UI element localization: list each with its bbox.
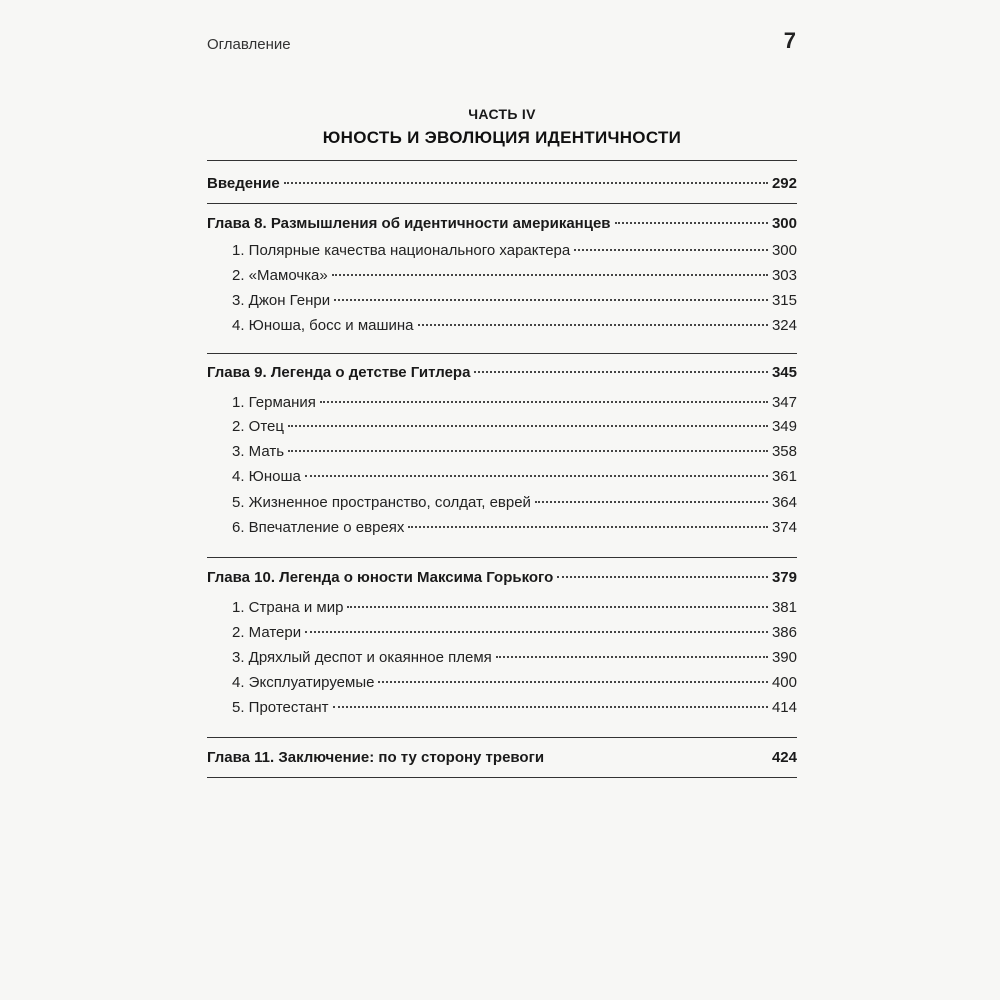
toc-entry-section[interactable] — [232, 265, 797, 287]
divider — [207, 353, 797, 354]
toc-entry-label: 4. Юноша, босс и машина — [232, 317, 414, 334]
toc-entry-page: 424 — [771, 749, 797, 766]
toc-entry-label: 4. Эксплуатируемые — [232, 674, 375, 691]
toc-entry-page: 358 — [771, 443, 797, 460]
toc-entry-page: 300 — [771, 242, 797, 259]
toc-entry-page: 381 — [771, 599, 797, 616]
toc-entry-introduction[interactable] — [207, 173, 797, 195]
toc-entry-section[interactable] — [232, 697, 797, 719]
toc-entry-label: Глава 9. Легенда о детстве Гитлера — [207, 364, 471, 381]
leader-dots — [535, 501, 768, 503]
divider — [207, 160, 797, 161]
leader-dots — [284, 182, 768, 184]
page-number: 7 — [783, 28, 796, 53]
leader-dots — [347, 606, 768, 608]
toc-entry-page: 300 — [771, 215, 797, 232]
divider — [207, 777, 797, 778]
divider — [207, 203, 797, 204]
toc-entry-page: 400 — [771, 674, 797, 691]
toc-entry-section[interactable] — [232, 315, 797, 337]
toc-entry-section[interactable] — [232, 416, 797, 438]
toc-entry-label: Глава 10. Легенда о юности Максима Горького — [207, 569, 554, 586]
toc-entry-label: Глава 8. Размышления об идентичности американцев — [207, 215, 611, 232]
leader-dots — [288, 450, 768, 452]
toc-entry-chapter-8[interactable] — [207, 213, 797, 235]
divider — [207, 737, 797, 738]
toc-entry-page: 292 — [771, 175, 797, 192]
toc-entry-page: 374 — [771, 519, 797, 536]
leader-dots — [496, 656, 768, 658]
toc-entry-label: Глава 11. Заключение: по ту сторону тревоги — [207, 749, 545, 766]
toc-entry-page: 361 — [771, 468, 797, 485]
toc-entry-page: 345 — [771, 364, 797, 381]
leader-dots — [305, 475, 768, 477]
toc-entry-label: 2. «Мамочка» — [232, 267, 328, 284]
toc-entry-chapter-9[interactable] — [207, 362, 797, 384]
toc-entry-label: 4. Юноша — [232, 468, 301, 485]
toc-entry-chapter-10[interactable] — [207, 567, 797, 589]
toc-entry-label: 6. Впечатление о евреях — [232, 519, 405, 536]
leader-dots — [332, 274, 768, 276]
toc-entry-section[interactable] — [232, 290, 797, 312]
toc-entry-page: 364 — [771, 494, 797, 511]
toc-entry-label: 1. Германия — [232, 394, 316, 411]
leader-dots — [320, 401, 768, 403]
toc-entry-page: 303 — [771, 267, 797, 284]
leader-dots — [334, 299, 768, 301]
toc-entry-section[interactable] — [232, 672, 797, 694]
part-title: ЧАСТЬ IV — [468, 106, 536, 122]
part-subtitle: ЮНОСТЬ И ЭВОЛЮЦИЯ ИДЕНТИЧНОСТИ — [322, 128, 682, 147]
toc-entry-label: 1. Страна и мир — [232, 599, 344, 616]
toc-entry-section[interactable] — [232, 517, 797, 539]
leader-dots — [408, 526, 768, 528]
leader-dots — [574, 249, 768, 251]
leader-dots — [615, 222, 768, 224]
toc-entry-section[interactable] — [232, 597, 797, 619]
toc-entry-page: 349 — [771, 418, 797, 435]
toc-entry-section[interactable] — [232, 492, 797, 514]
toc-entry-section[interactable] — [232, 647, 797, 669]
toc-entry-label: 1. Полярные качества национального характера — [232, 242, 571, 259]
leader-dots — [418, 324, 768, 326]
leader-dots — [288, 425, 768, 427]
toc-entry-section[interactable] — [232, 240, 797, 262]
toc-entry-page: 379 — [771, 569, 797, 586]
leader-dots — [305, 631, 768, 633]
toc-entry-page: 414 — [771, 699, 797, 716]
toc-entry-page: 390 — [771, 649, 797, 666]
toc-entry-label: 2. Матери — [232, 624, 302, 641]
leader-dots — [474, 371, 768, 373]
toc-entry-section[interactable] — [232, 466, 797, 488]
toc-entry-page: 386 — [771, 624, 797, 641]
running-header: Оглавление — [207, 36, 291, 53]
leader-dots — [557, 576, 768, 578]
toc-entry-page: 347 — [771, 394, 797, 411]
toc-entry-chapter-11[interactable] — [207, 747, 797, 769]
toc-entry-page: 315 — [771, 292, 797, 309]
divider — [207, 557, 797, 558]
toc-entry-label: 3. Мать — [232, 443, 285, 460]
toc-entry-label: 2. Отец — [232, 418, 284, 435]
toc-entry-label: 5. Жизненное пространство, солдат, еврей — [232, 494, 531, 511]
toc-entry-page: 324 — [771, 317, 797, 334]
toc-entry-section[interactable] — [232, 441, 797, 463]
leader-dots — [378, 681, 768, 683]
toc-entry-label: 5. Протестант — [232, 699, 329, 716]
toc-entry-label: 3. Джон Генри — [232, 292, 331, 309]
leader-dots — [333, 706, 768, 708]
toc-entry-section[interactable] — [232, 622, 797, 644]
toc-entry-label: 3. Дряхлый деспот и окаянное племя — [232, 649, 492, 666]
toc-entry-section[interactable] — [232, 392, 797, 414]
toc-entry-label: Введение — [207, 175, 280, 192]
